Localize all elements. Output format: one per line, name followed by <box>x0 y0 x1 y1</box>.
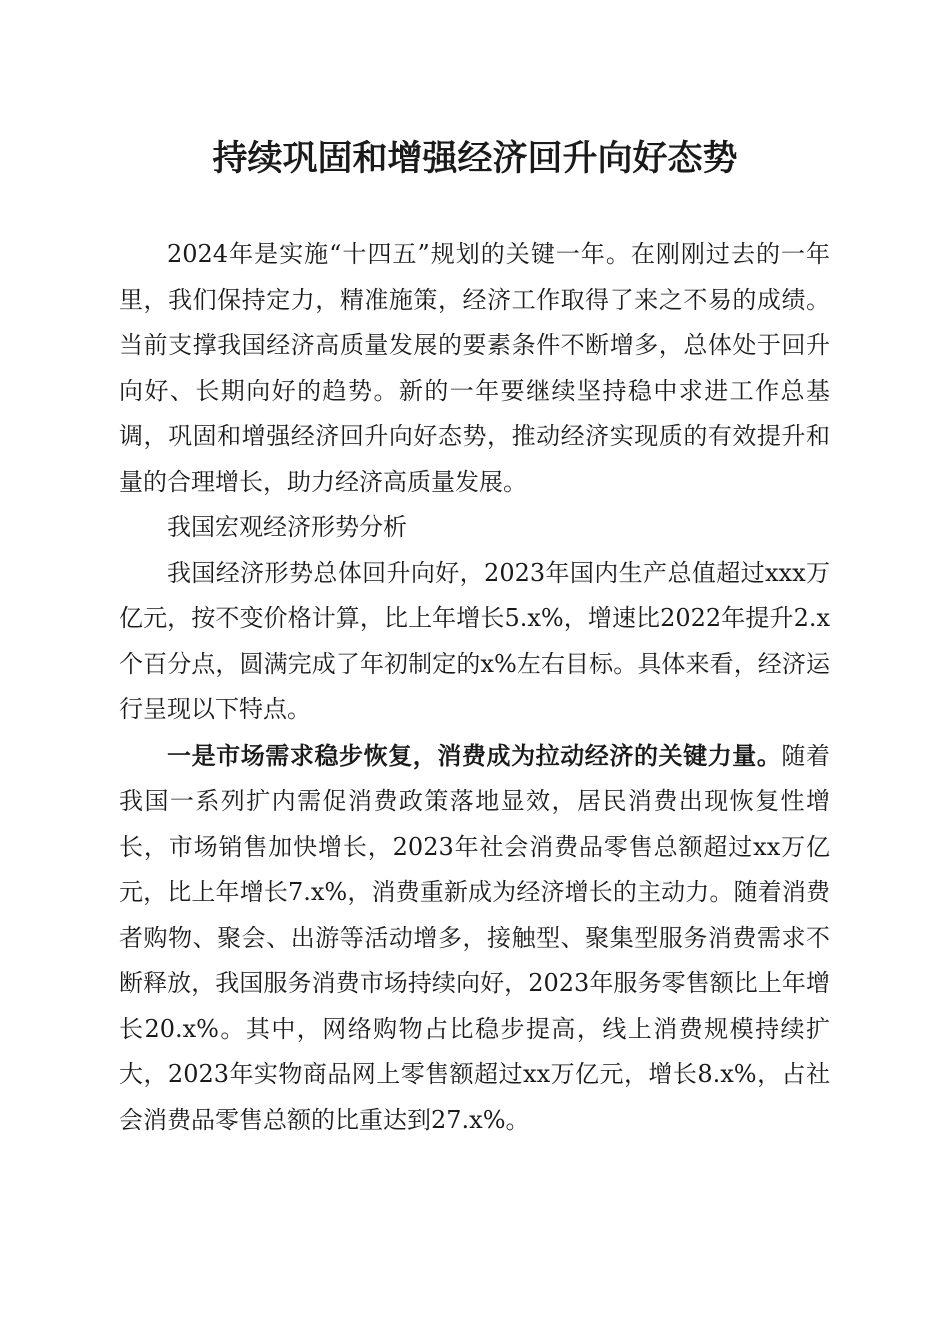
section-heading <box>119 505 830 551</box>
document-body <box>119 232 830 1143</box>
paragraph-intro <box>119 232 830 505</box>
paragraph-gdp <box>119 551 830 733</box>
paragraph-text: 2024年是实施“十四五”规划的关键一年。在刚刚过去的一年里，我们保持定力，精准施策，经济工作取得了来之不易的成绩。当前支撑我国经济高质量发展的要素条件不断增多，总体处于回升向好、长期向好的趋势。新的一年要继续坚持稳中求进工作总基调，巩固和增强经济回升向好态势，推动经济实现质的有效提升和量的合理增长，助力经济高质量发展。 <box>119 240 830 496</box>
section-heading-text: 我国宏观经济形势分析 <box>167 513 407 541</box>
paragraph-lead-sentence: 一是市场需求稳步恢复，消费成为拉动经济的关键力量。 <box>167 740 782 770</box>
paragraph-consumption <box>119 733 830 1144</box>
paragraph-text: 我国经济形势总体回升向好，2023年国内生产总值超过xxx万亿元，按不变价格计算，比上年增长5.x%，增速比2022年提升2.x个百分点，圆满完成了年初制定的x%左右目标。具体来看，经济运行呈现以下特点。 <box>119 558 830 723</box>
paragraph-text: 随着我国一系列扩内需促消费政策落地显效，居民消费出现恢复性增长，市场销售加快增长，2023年社会消费品零售总额超过xx万亿元，比上年增长7.x%，消费重新成为经济增长的主动力。随着消费者购物、聚会、出游等活动增多，接触型、聚集型服务消费需求不断释放，我国服务消费市场持续向好，2023年服务零售额比上年增长20.x%。其中，网络购物占比稳步提高，线上消费规模持续扩大，2023年实物商品网上零售额超过xx万亿元，增长8.x%，占社会消费品零售总额的比重达到27.x%。 <box>119 741 830 1134</box>
document-title: 持续巩固和增强经济回升向好态势 <box>212 138 738 179</box>
